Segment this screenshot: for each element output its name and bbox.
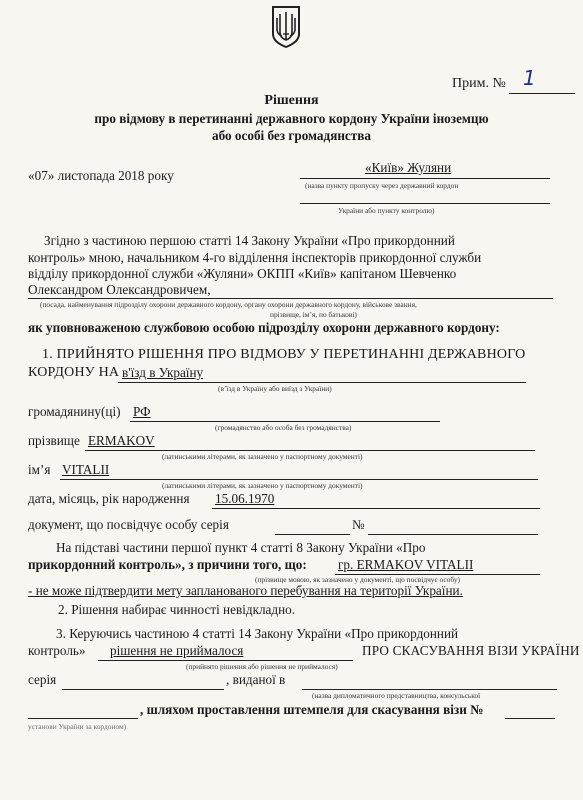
section3-caption-2: (прийнято рішення або рішення не приймалося): [186, 662, 338, 671]
tryzub-emblem-icon: [270, 4, 302, 48]
section3-line-1: 3. Керуючись частиною 4 статті 14 Закону України «Про прикордонний: [56, 626, 459, 641]
name-value: VITALII: [62, 462, 110, 477]
preamble-line-1: Згідно з частиною першою статті 14 Закону України «Про прикордонний: [44, 233, 455, 248]
section1-heading-line2-label: КОРДОНУ НА: [28, 365, 120, 380]
checkpoint-underline: [300, 178, 550, 179]
surname-label: прізвище: [28, 433, 80, 448]
document-subtitle-line1: про відмову в перетинанні державного кордону України іноземцю: [94, 111, 489, 126]
document-label: документ, що посвідчує особу серія: [28, 517, 229, 532]
preamble-line-5: як уповноваженою службовою особою підрозділу охорони державного кордону:: [28, 320, 500, 335]
document-number-underline: [368, 534, 538, 535]
visa-issued-label: , виданої в: [226, 672, 286, 687]
stamp-number-underline: [505, 718, 555, 719]
preamble-line-3: відділу прикордонної служби «Жуляни» ОКПП «Київ» капітаном Шевченко: [28, 266, 457, 281]
document-series-underline: [275, 534, 350, 535]
section3-line-2-caps: ПРО СКАСУВАННЯ ВІЗИ УКРАЇНИ: [362, 643, 580, 658]
checkpoint-underline-2: [300, 203, 550, 204]
visa-series-label: серія: [28, 672, 57, 687]
stamp-text: , шляхом проставлення штемпеля для скасування візи №: [140, 702, 484, 717]
preamble-caption-2: прізвище, ім’я, по батькові): [270, 310, 357, 319]
preamble-caption-1: (посада, найменування підрозділу охорони державного кордону, органу охорони державного кордону, військове звання,: [40, 300, 417, 309]
document-subtitle-line2: або особі без громадянства: [212, 128, 371, 143]
entry-direction-underline: [118, 382, 526, 383]
document-title: Рішення: [264, 93, 319, 108]
section3-line-2-label: контроль»: [28, 643, 86, 658]
surname-caption: (латинськими літерами, як зазначено у паспортному документі): [162, 452, 363, 461]
name-caption: (латинськими літерами, як зазначено у паспортному документі): [162, 481, 363, 490]
citizenship-label: громадянину(ці): [28, 404, 121, 419]
checkpoint-caption: (назва пункту пропуску через державний кордон: [305, 181, 459, 190]
visa-series-underline: [62, 689, 224, 690]
checkpoint-name: «Київ» Жуляни: [365, 160, 452, 175]
preamble-underline-4: [28, 298, 553, 299]
stamp-prefix-underline: [28, 718, 138, 719]
annex-label: Прим. №: [452, 76, 506, 91]
citizenship-caption: (громадянство або особа без громадянства): [215, 423, 352, 432]
visa-issued-caption: (назва дипломатичного представництва, консульської: [312, 691, 481, 700]
dob-value: 15.06.1970: [215, 491, 275, 506]
dob-label: дата, місяць, рік народження: [28, 491, 190, 506]
basis-line-3: - не може підтвердити мету запланованого перебування на території України.: [28, 583, 463, 598]
section3-line-2-value: рішення не приймалося: [110, 643, 244, 658]
citizenship-value: РФ: [133, 404, 151, 419]
name-underline: [60, 479, 538, 480]
basis-line-1: На підставі частини першої пункт 4 статті 8 Закону України «Про: [56, 540, 426, 555]
name-label: ім’я: [28, 462, 51, 477]
surname-underline: [85, 450, 535, 451]
checkpoint-caption-2: України або пункту контролю): [338, 206, 435, 215]
basis-caption: (прізвище мовою, як зазначено у документі, що посвідчує особу): [255, 575, 461, 584]
section3-underline-2: [98, 660, 353, 661]
preamble-line-4: Олександром Олександровичем,: [28, 282, 211, 297]
document-date: «07» листопада 2018 року: [28, 168, 174, 183]
dob-underline: [212, 508, 540, 509]
document-number-label: №: [352, 517, 365, 532]
surname-value: ERMAKOV: [88, 433, 155, 448]
basis-line-2-label: прикордонний контроль», з причини того, що:: [28, 557, 307, 572]
section1-heading-line1: 1. ПРИЙНЯТО РІШЕННЯ ПРО ВІДМОВУ У ПЕРЕТИНАННІ ДЕРЖАВНОГО: [42, 347, 526, 362]
basis-line-2-value: гр. ERMAKOV VITALII: [338, 557, 474, 572]
visa-issued-underline: [302, 689, 557, 690]
annex-number: 1: [523, 66, 536, 90]
stamp-caption: установи України за кордоном): [28, 722, 127, 731]
preamble-line-2: контроль» мною, начальником 4-го відділення інспекторів прикордонної служби: [28, 250, 482, 265]
section2-text: 2. Рішення набирає чинності невідкладно.: [58, 602, 296, 617]
citizenship-underline: [130, 421, 440, 422]
entry-direction-value: в'їзд в Україну: [122, 365, 204, 380]
entry-direction-caption: (в’їзд в Україну або виїзд з України): [218, 384, 332, 393]
